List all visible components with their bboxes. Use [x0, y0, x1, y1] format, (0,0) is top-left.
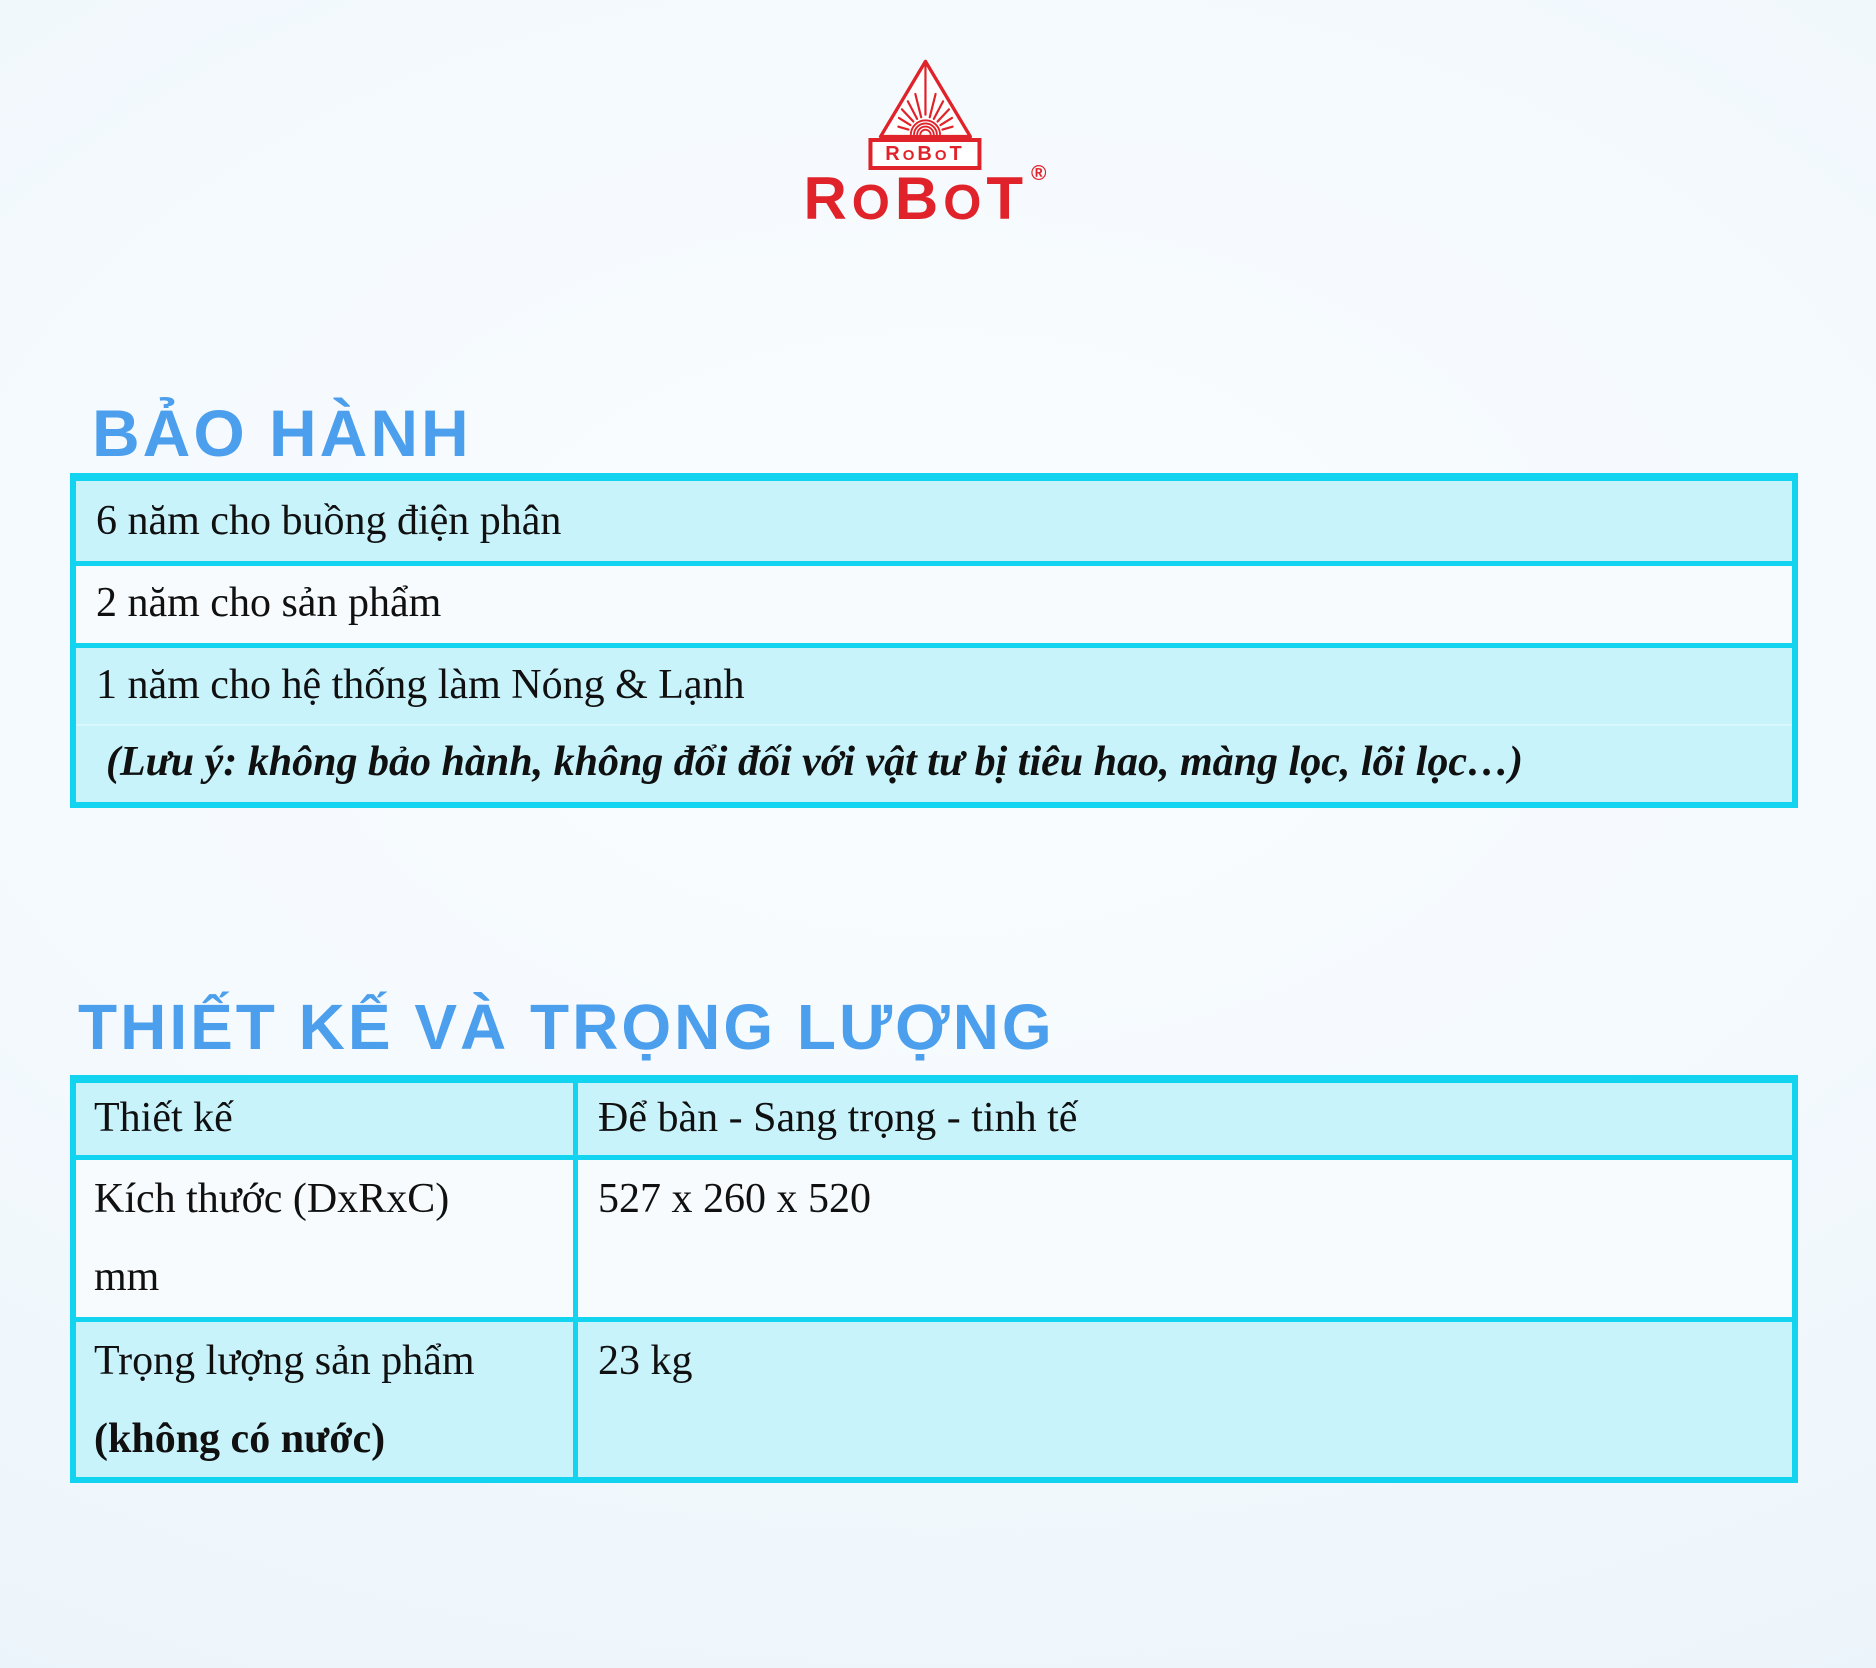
warranty-row-text: 1 năm cho hệ thống làm Nóng & Lạnh	[96, 662, 745, 708]
design-table	[70, 1075, 1798, 1483]
warranty-section-title: BẢO HÀNH	[92, 396, 472, 471]
spec-label-line1: Trọng lượng sản phẩm	[94, 1338, 475, 1384]
spec-label-line1: Kích thước (DxRxC)	[94, 1176, 450, 1222]
design-row-weight	[76, 1317, 1792, 1477]
spec-value: 23 kg	[598, 1338, 693, 1384]
logo-wordmark-row	[803, 162, 1047, 232]
spec-label	[76, 1160, 578, 1317]
warranty-row-text: 2 năm cho sản phẩm	[96, 580, 442, 626]
sun-triangle-icon	[878, 58, 972, 140]
spec-label-line2: mm	[94, 1254, 160, 1300]
spec-label-line2: (không có nước)	[94, 1416, 386, 1462]
spec-label: Thiết kế	[76, 1083, 578, 1155]
design-row-dimensions	[76, 1155, 1792, 1317]
logo-box-text: ROBOT	[885, 143, 965, 165]
warranty-table	[70, 473, 1798, 808]
spec-label	[76, 1322, 578, 1477]
registered-trademark-icon: ®	[1031, 162, 1047, 185]
spec-value: 527 x 260 x 520	[598, 1176, 871, 1222]
warranty-row-product	[76, 561, 1792, 643]
warranty-note: (Lưu ý: không bảo hành, không đổi đối với vật tư bị tiêu hao, màng lọc, lõi lọc…)	[106, 739, 1523, 785]
warranty-note-row	[76, 724, 1792, 802]
design-section-title: THIẾT KẾ VÀ TRỌNG LƯỢNG	[78, 990, 1055, 1063]
warranty-row-text: 6 năm cho buồng điện phân	[96, 498, 562, 544]
warranty-row-hot-cold	[76, 643, 1792, 724]
warranty-row-electrolysis	[76, 481, 1792, 561]
logo-wordmark: ROBOT	[803, 165, 1029, 232]
robot-logo	[803, 58, 1047, 232]
spec-value: Để bàn - Sang trọng - tinh tế	[598, 1095, 1078, 1141]
design-row-style	[76, 1083, 1792, 1155]
